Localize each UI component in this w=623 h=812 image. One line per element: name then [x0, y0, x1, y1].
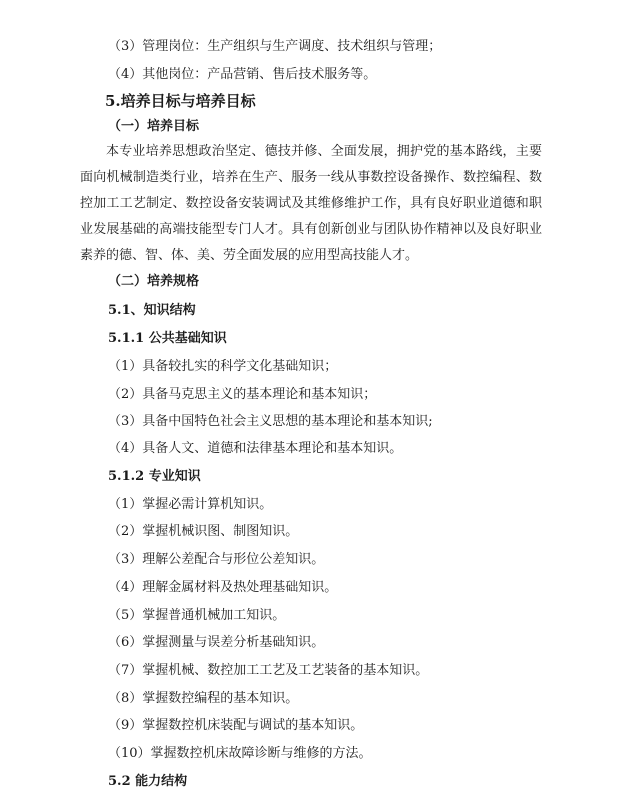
section-5-1-title: 5.1、知识结构 [108, 303, 196, 318]
section-5-1-1-title: 5.1.1 公共基础知识 [108, 331, 227, 346]
professional-knowledge-item: （7）掌握机械、数控加工工艺及工艺装备的基本知识。 [108, 663, 429, 678]
section-5-2-title: 5.2 能力结构 [108, 774, 188, 789]
section-5-title: 5.培养目标与培养目标 [105, 92, 256, 110]
job-item-3: （3）管理岗位：生产组织与生产调度、技术组织与管理； [108, 39, 442, 54]
professional-knowledge-item: （5）掌握普通机械加工知识。 [108, 608, 286, 623]
public-knowledge-item: （3）具备中国特色社会主义思想的基本理论和基本知识; [108, 414, 433, 429]
subsection-1-title: （一）培养目标 [108, 119, 200, 134]
professional-knowledge-item: （10）掌握数控机床故障诊断与维修的方法。 [108, 746, 372, 761]
subsection-2-title: （二）培养规格 [108, 274, 200, 289]
job-item-4: （4）其他岗位：产品营销、售后技术服务等。 [108, 67, 377, 82]
public-knowledge-item: （4）具备人文、道德和法律基本理论和基本知识。 [108, 441, 403, 456]
professional-knowledge-item: （1）掌握必需计算机知识。 [108, 497, 273, 512]
professional-knowledge-item: （6）掌握测量与误差分析基础知识。 [108, 635, 325, 650]
public-knowledge-item: （2）具备马克思主义的基本理论和基本知识； [108, 387, 377, 402]
professional-knowledge-item: （4）理解金属材料及热处理基础知识。 [108, 580, 338, 595]
training-goal-paragraph: 本专业培养思想政治坚定、德技并修、全面发展，拥护党的基本路线，主要面向机械制造类行业，培养在生产、服务一线从事数控设备操作、数控编程、数控加工工艺制定、数控设备安装调试及其维修维护工作，具有良好职业道德和职业发展基础的高端技能型专门人才。具有创新创业与团队协作精神以及良好职业素养的德、智、体、美、劳全面发展的应用型高技能人才。 [80, 144, 542, 263]
section-5-1-2-title: 5.1.2 专业知识 [108, 469, 201, 484]
professional-knowledge-item: （9）掌握数控机床装配与调试的基本知识。 [108, 718, 364, 733]
professional-knowledge-item: （3）理解公差配合与形位公差知识。 [108, 552, 325, 567]
professional-knowledge-item: （8）掌握数控编程的基本知识。 [108, 691, 299, 706]
professional-knowledge-item: （2）掌握机械识图、制图知识。 [108, 524, 299, 539]
public-knowledge-item: （1）具备较扎实的科学文化基础知识； [108, 359, 338, 374]
